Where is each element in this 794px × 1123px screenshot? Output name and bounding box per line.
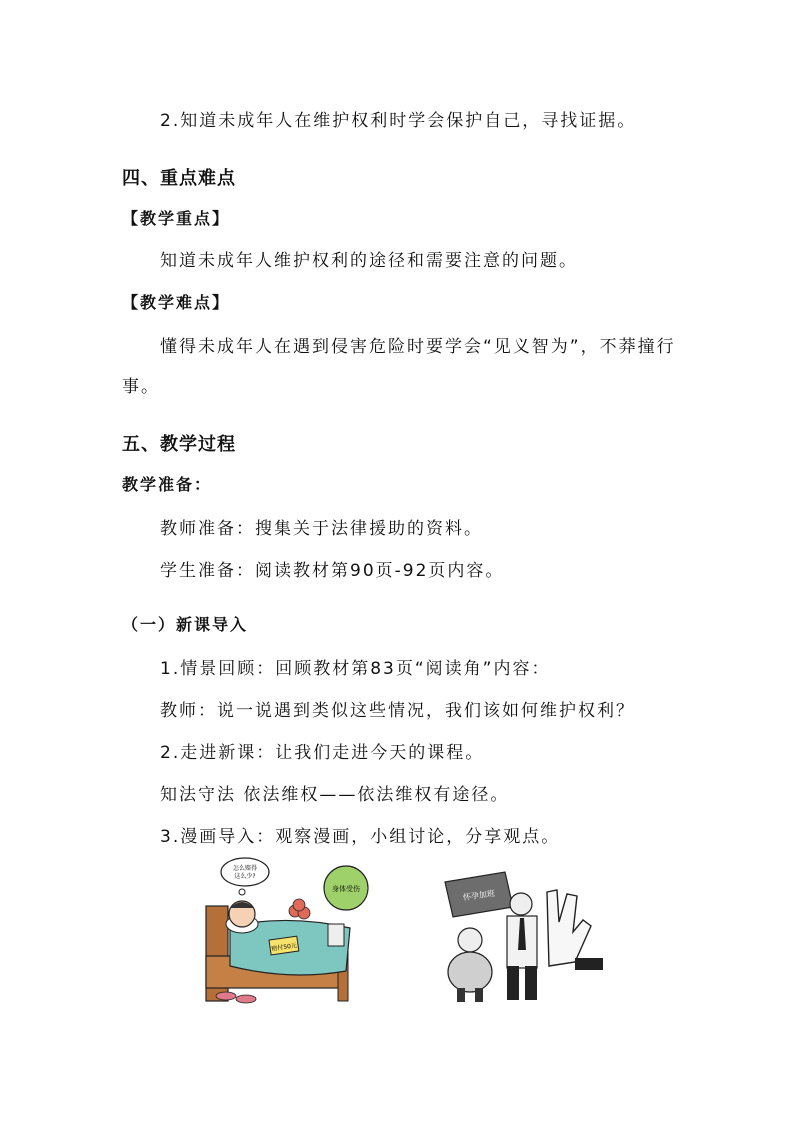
- objective-2: 2.知道未成年人在维护权利时学会保护自己，寻找证据。: [160, 111, 637, 131]
- section-4-heading: 四、重点难点: [122, 168, 236, 189]
- sign-label: 怀孕加班: [462, 888, 496, 903]
- step-2: 2.走进新课：让我们走进今天的课程。: [160, 743, 485, 763]
- section-5-heading: 五、教学过程: [122, 434, 236, 455]
- difficult-point-heading: 【教学难点】: [122, 293, 231, 312]
- part-1-heading: （一）新课导入: [122, 615, 249, 634]
- step-1: 1.情景回顾：回顾教材第83页“阅读角”内容：: [160, 659, 551, 679]
- step-2-text: 知法守法 依法维权——依法维权有途径。: [160, 785, 510, 805]
- injury-label: 身体受伤: [332, 885, 360, 893]
- bubble-text-2: 这么少?: [234, 873, 256, 880]
- preparation-heading: 教学准备：: [122, 475, 213, 494]
- key-point-heading: 【教学重点】: [122, 209, 231, 228]
- key-point-text: 知道未成年人维护权利的途径和需要注意的问题。: [160, 251, 578, 271]
- difficult-point-text-1: 懂得未成年人在遇到侵害危险时要学会“见义智为”，不莽撞行: [160, 337, 676, 357]
- bubble-text-1: 怎么赔得: [232, 865, 258, 872]
- difficult-point-text-2: 事。: [122, 377, 160, 397]
- student-preparation: 学生准备：阅读教材第90页-92页内容。: [160, 561, 505, 581]
- cartoon-pregnant-overtime: [425, 862, 605, 1007]
- cartoon-injured-patient: [200, 856, 380, 1006]
- step-3: 3.漫画导入：观察漫画，小组讨论，分享观点。: [160, 827, 561, 847]
- paper-label: 赔付50元: [271, 942, 298, 953]
- teacher-preparation: 教师准备：搜集关于法律援助的资料。: [160, 519, 483, 539]
- step-1-question: 教师：说一说遇到类似这些情况，我们该如何维护权利？: [160, 701, 635, 721]
